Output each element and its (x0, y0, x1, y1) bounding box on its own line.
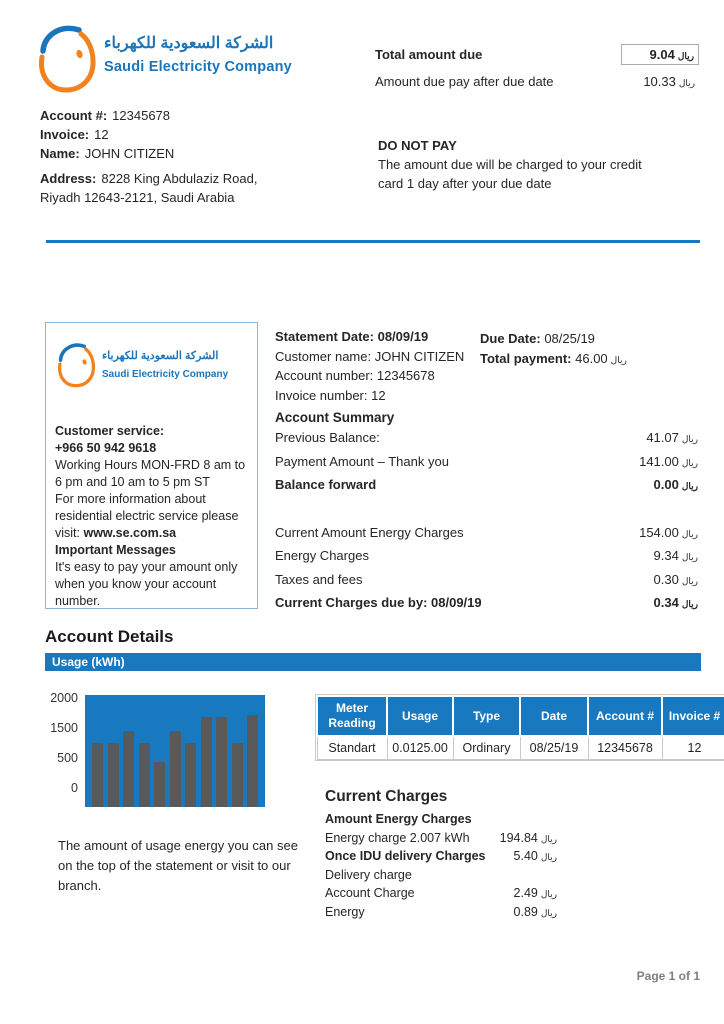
account-number-line (40, 106, 275, 125)
usage-bar (92, 743, 103, 807)
charge-row (325, 849, 557, 868)
due-date-value: 08/25/19 (544, 331, 595, 346)
website-text: www.se.com.sa (83, 526, 177, 540)
charge-row-value: 194.84 ريال (499, 830, 557, 845)
customer-service-box (45, 322, 258, 609)
due-block (480, 329, 627, 370)
charge-row-label: Once IDU delivery Charges (325, 849, 486, 864)
usage-bar (216, 717, 227, 807)
summary-row-label: Payment Amount – Thank you (275, 453, 449, 469)
usage-bar (139, 743, 150, 807)
riyal-symbol: ريال (678, 78, 695, 88)
charge-row-label: Account Charge (325, 886, 415, 901)
usage-bar (185, 743, 196, 807)
account-number-label-2: Account number: (275, 368, 374, 383)
riyal-symbol: ريال (681, 528, 698, 539)
meter-table-cell: 12345678 (588, 736, 662, 760)
usage-chart-y-axis (40, 691, 78, 795)
name-value: JOHN CITIZEN (84, 146, 175, 161)
invoice-number-line (275, 386, 464, 406)
customer-service-text (55, 423, 248, 610)
more-info-text (55, 491, 248, 542)
usage-bar (154, 762, 165, 807)
company-logo-small-icon (56, 339, 98, 394)
after-due-value (621, 74, 695, 89)
meter-table-cell: Standart (317, 736, 387, 760)
account-info-block (40, 106, 275, 207)
riyal-symbol: ريال (681, 434, 698, 445)
working-hours: Working Hours MON-FRD 8 am to 6 pm and 10 am to 5 pm ST (55, 458, 246, 489)
riyal-symbol: ريال (681, 457, 698, 468)
address-value: 8228 King Abdulaziz Road, Riyadh 12643-2121, Saudi Arabia (40, 171, 258, 205)
meter-table-cell: 0.0125.00 (387, 736, 453, 760)
meter-table-cell: 08/25/19 (520, 736, 588, 760)
account-number-line-2 (275, 366, 464, 386)
usage-bar (108, 743, 119, 807)
meter-table-header: Invoice # (662, 696, 724, 736)
invoice-line (40, 125, 275, 144)
meter-table-body (317, 736, 724, 760)
summary-row-value: 141.00 ريال (639, 453, 698, 469)
current-charges-title: Current Charges (325, 788, 448, 805)
customer-name-value: JOHN CITIZEN (374, 348, 465, 364)
charge-row-label: Energy charge 2.007 kWh (325, 830, 470, 845)
summary-row-value: 9.34 ريال (653, 548, 698, 564)
charge-row (325, 886, 557, 905)
total-payment-line (480, 349, 627, 371)
customer-name-line (275, 347, 464, 367)
summary-row-label: Previous Balance: (275, 430, 380, 446)
charge-row (325, 905, 557, 924)
usage-banner: Usage (kWh) (45, 653, 701, 671)
meter-table-header: Meter Reading (317, 696, 387, 736)
riyal-symbol: ريال (540, 889, 557, 900)
y-tick-label: 0 (71, 781, 78, 795)
summary-row (275, 568, 698, 592)
address-line (40, 169, 265, 207)
summary-row-label: Current Amount Energy Charges (275, 524, 464, 540)
usage-bar (170, 731, 181, 807)
riyal-symbol: ريال (540, 907, 557, 918)
charge-row (325, 831, 557, 850)
do-not-pay-body: The amount due will be charged to your credit card 1 day after your due date (378, 157, 642, 191)
meter-table-header: Type (453, 696, 520, 736)
charge-row-value: 2.49 ريال (513, 886, 557, 901)
more-info-label: For more information about residential electric service please visit: (55, 492, 239, 540)
summary-row (275, 473, 698, 497)
usage-note: The amount of usage energy you can see on the top of the statement or visit to our branch. (58, 838, 298, 893)
important-messages-label: Important Messages (55, 543, 176, 557)
summary-row-value: 0.34 ريال (653, 595, 698, 611)
usage-bar (247, 715, 258, 807)
riyal-symbol: ريال (540, 852, 557, 863)
riyal-symbol: ريال (681, 599, 698, 610)
statement-date-value: 08/09/19 (377, 329, 429, 344)
company-name-arabic: الشركة السعودية للكهرباء (104, 35, 274, 52)
meter-table-header: Account # (588, 696, 662, 736)
y-tick-label: 500 (57, 751, 78, 765)
statement-date-label: Statement Date: (275, 329, 374, 344)
account-number-label: Account #: (40, 108, 108, 123)
account-number-value-2: 12345678 (376, 368, 435, 383)
summary-row-value: 0.30 ريال (653, 571, 698, 587)
important-messages-text: It's easy to pay your amount only when you know your account number. (55, 560, 238, 608)
charge-row-value: 0.89 ريال (513, 904, 557, 919)
y-tick-label: 1500 (50, 721, 78, 735)
meter-table-header: Date (520, 696, 588, 736)
y-tick-label: 2000 (50, 691, 78, 705)
name-label: Name: (40, 146, 80, 161)
charge-row (325, 868, 557, 887)
meter-table-row (317, 736, 724, 760)
usage-bar (201, 717, 212, 807)
total-payment-label: Total payment: (480, 350, 572, 366)
after-due-amount: 10.33 (643, 74, 676, 89)
due-date-label: Due Date: (480, 331, 541, 346)
box-company-name-arabic: الشركة السعودية للكهرباء (102, 350, 219, 362)
charge-row (325, 812, 557, 831)
riyal-symbol: ريال (610, 354, 627, 365)
account-summary-title: Account Summary (275, 410, 395, 425)
summary-row (275, 426, 698, 450)
after-due-label: Amount due pay after due date (375, 74, 554, 89)
due-date-line (480, 329, 627, 349)
charge-row-value: 5.40 ريال (513, 849, 557, 864)
summary-row-label: Balance forward (275, 477, 377, 493)
meter-table-cell: Ordinary (453, 736, 520, 760)
summary-row-label: Energy Charges (275, 548, 369, 564)
summary-row-value: 0.00 ريال (653, 477, 698, 493)
customer-service-label: Customer service: (55, 424, 165, 438)
meter-table (315, 694, 724, 761)
invoice-number-value: 12 (371, 387, 386, 403)
summary-row-value: 154.00 ريال (639, 524, 698, 540)
summary-row-label: Taxes and fees (275, 571, 363, 587)
total-due-value-box (621, 44, 699, 65)
name-line (40, 144, 275, 163)
riyal-symbol: ريال (681, 481, 698, 492)
summary-row (275, 520, 698, 544)
customer-service-phone: +966 50 942 9618 (55, 441, 157, 455)
usage-bar (123, 731, 134, 807)
total-due-label: Total amount due (375, 47, 483, 62)
summary-row (275, 544, 698, 568)
do-not-pay-title: DO NOT PAY (378, 138, 457, 153)
invoice-value: 12 (94, 127, 109, 142)
page-number: Page 1 of 1 (636, 969, 700, 983)
account-number-value: 12345678 (112, 108, 171, 123)
riyal-symbol: ريال (681, 552, 698, 563)
current-charges-rows (325, 812, 557, 924)
usage-bar (232, 743, 243, 807)
total-payment-value: 46.00 (575, 350, 608, 366)
account-details-title: Account Details (45, 627, 174, 646)
riyal-symbol: ريال (540, 833, 557, 844)
box-company-name-english: Saudi Electricity Company (102, 369, 229, 380)
summary-row (275, 591, 698, 615)
section-divider (46, 240, 700, 243)
invoice-number-label: Invoice number: (275, 387, 368, 403)
summary-row-value: 41.07 ريال (646, 430, 698, 446)
summary-spacer (275, 497, 698, 521)
invoice-label: Invoice: (40, 127, 90, 142)
account-summary-rows (275, 426, 698, 615)
company-logo-icon (36, 20, 100, 99)
riyal-symbol: ريال (677, 51, 694, 61)
summary-row-label: Current Charges due by: 08/09/19 (275, 595, 482, 611)
charge-row-label: Energy (325, 904, 365, 919)
address-label: Address: (40, 171, 97, 186)
customer-name-label: Customer name: (275, 348, 372, 364)
meter-table-header-row (317, 696, 724, 736)
meter-table-cell: 12 (662, 736, 724, 760)
charge-row-label: Delivery charge (325, 867, 412, 882)
usage-bar-chart (85, 695, 265, 807)
do-not-pay-block (378, 136, 678, 193)
statement-date-line (275, 327, 464, 347)
riyal-symbol: ريال (681, 575, 698, 586)
summary-row (275, 450, 698, 474)
statement-block (275, 327, 464, 405)
company-name-english: Saudi Electricity Company (104, 59, 292, 75)
total-due-value: 9.04 (649, 47, 675, 62)
charge-row-label: Amount Energy Charges (325, 812, 472, 826)
meter-table-header: Usage (387, 696, 453, 736)
